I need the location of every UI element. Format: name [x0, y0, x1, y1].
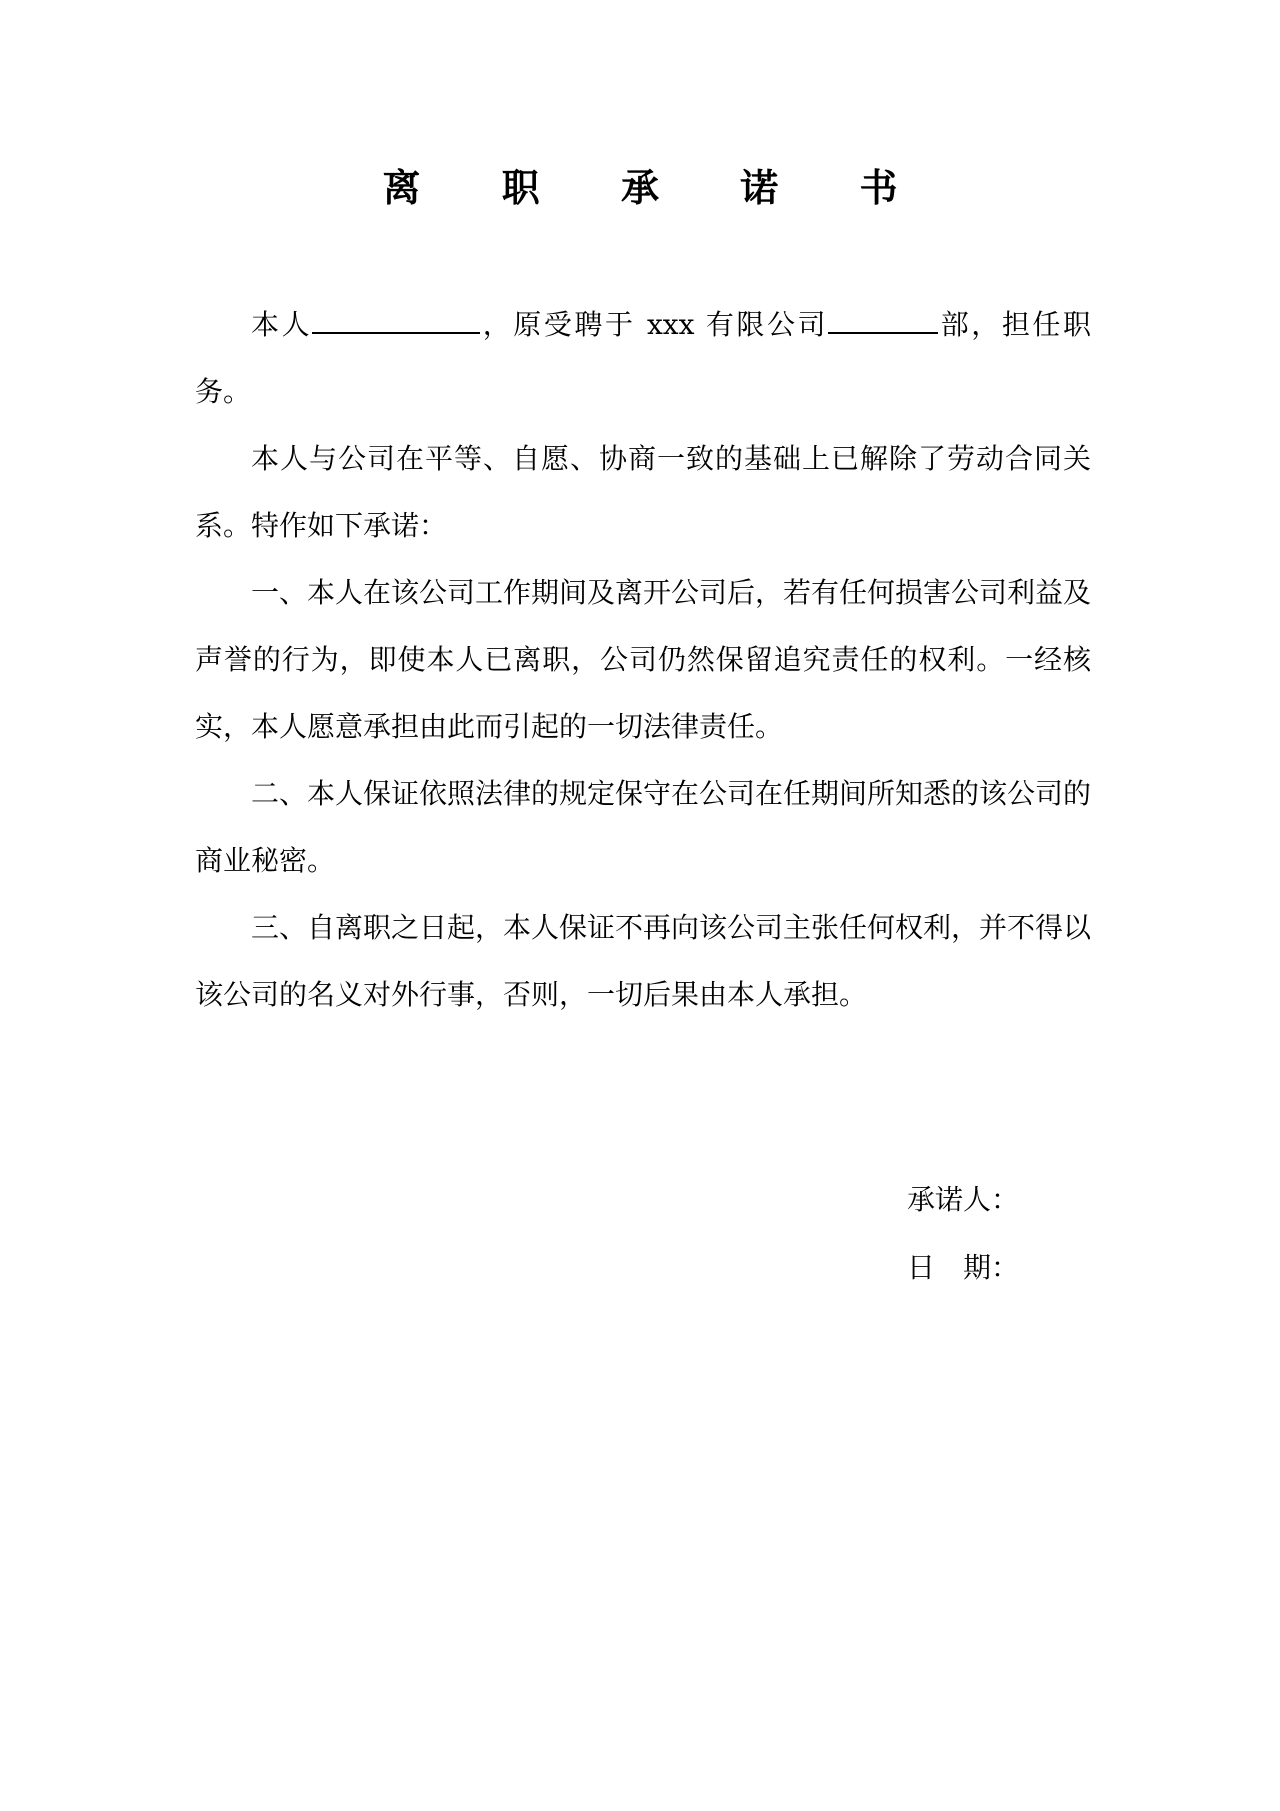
document-body: [195, 291, 1091, 1028]
paragraph-termination: 本人与公司在平等、自愿、协商一致的基础上已解除了劳动合同关系。特作如下承诺：: [195, 442, 1091, 542]
paragraph-employment-middle: ，原受聘于 xxx 有限公司: [480, 308, 829, 341]
name-blank-line[interactable]: [312, 302, 480, 334]
date-label: 日 期：: [907, 1251, 1020, 1284]
paragraph-commitment-3: 三、自离职之日起，本人保证不再向该公司主张任何权利，并不得以该公司的名义对外行事，否则，一切后果由本人承担。: [195, 911, 1092, 1011]
document-title: 离 职 承 诺 书: [382, 166, 932, 210]
paragraph-employment: [195, 291, 1091, 425]
paragraph-employment-suffix: 部，担任职务。: [195, 308, 1091, 408]
paragraph-commitment-2: 二、本人保证依照法律的规定保守在公司在任期间所知悉的该公司的商业秘密。: [195, 777, 1092, 877]
paragraph-employment-prefix: 本人: [251, 308, 313, 341]
department-blank-line[interactable]: [828, 302, 938, 334]
paragraph-commitment-1: 一、本人在该公司工作期间及离开公司后，若有任何损害公司利益及声誉的行为，即使本人已离职，公司仍然保留追究责任的权利。一经核实，本人愿意承担由此而引起的一切法律责任。: [195, 576, 1092, 743]
signer-label: 承诺人：: [907, 1183, 1020, 1216]
